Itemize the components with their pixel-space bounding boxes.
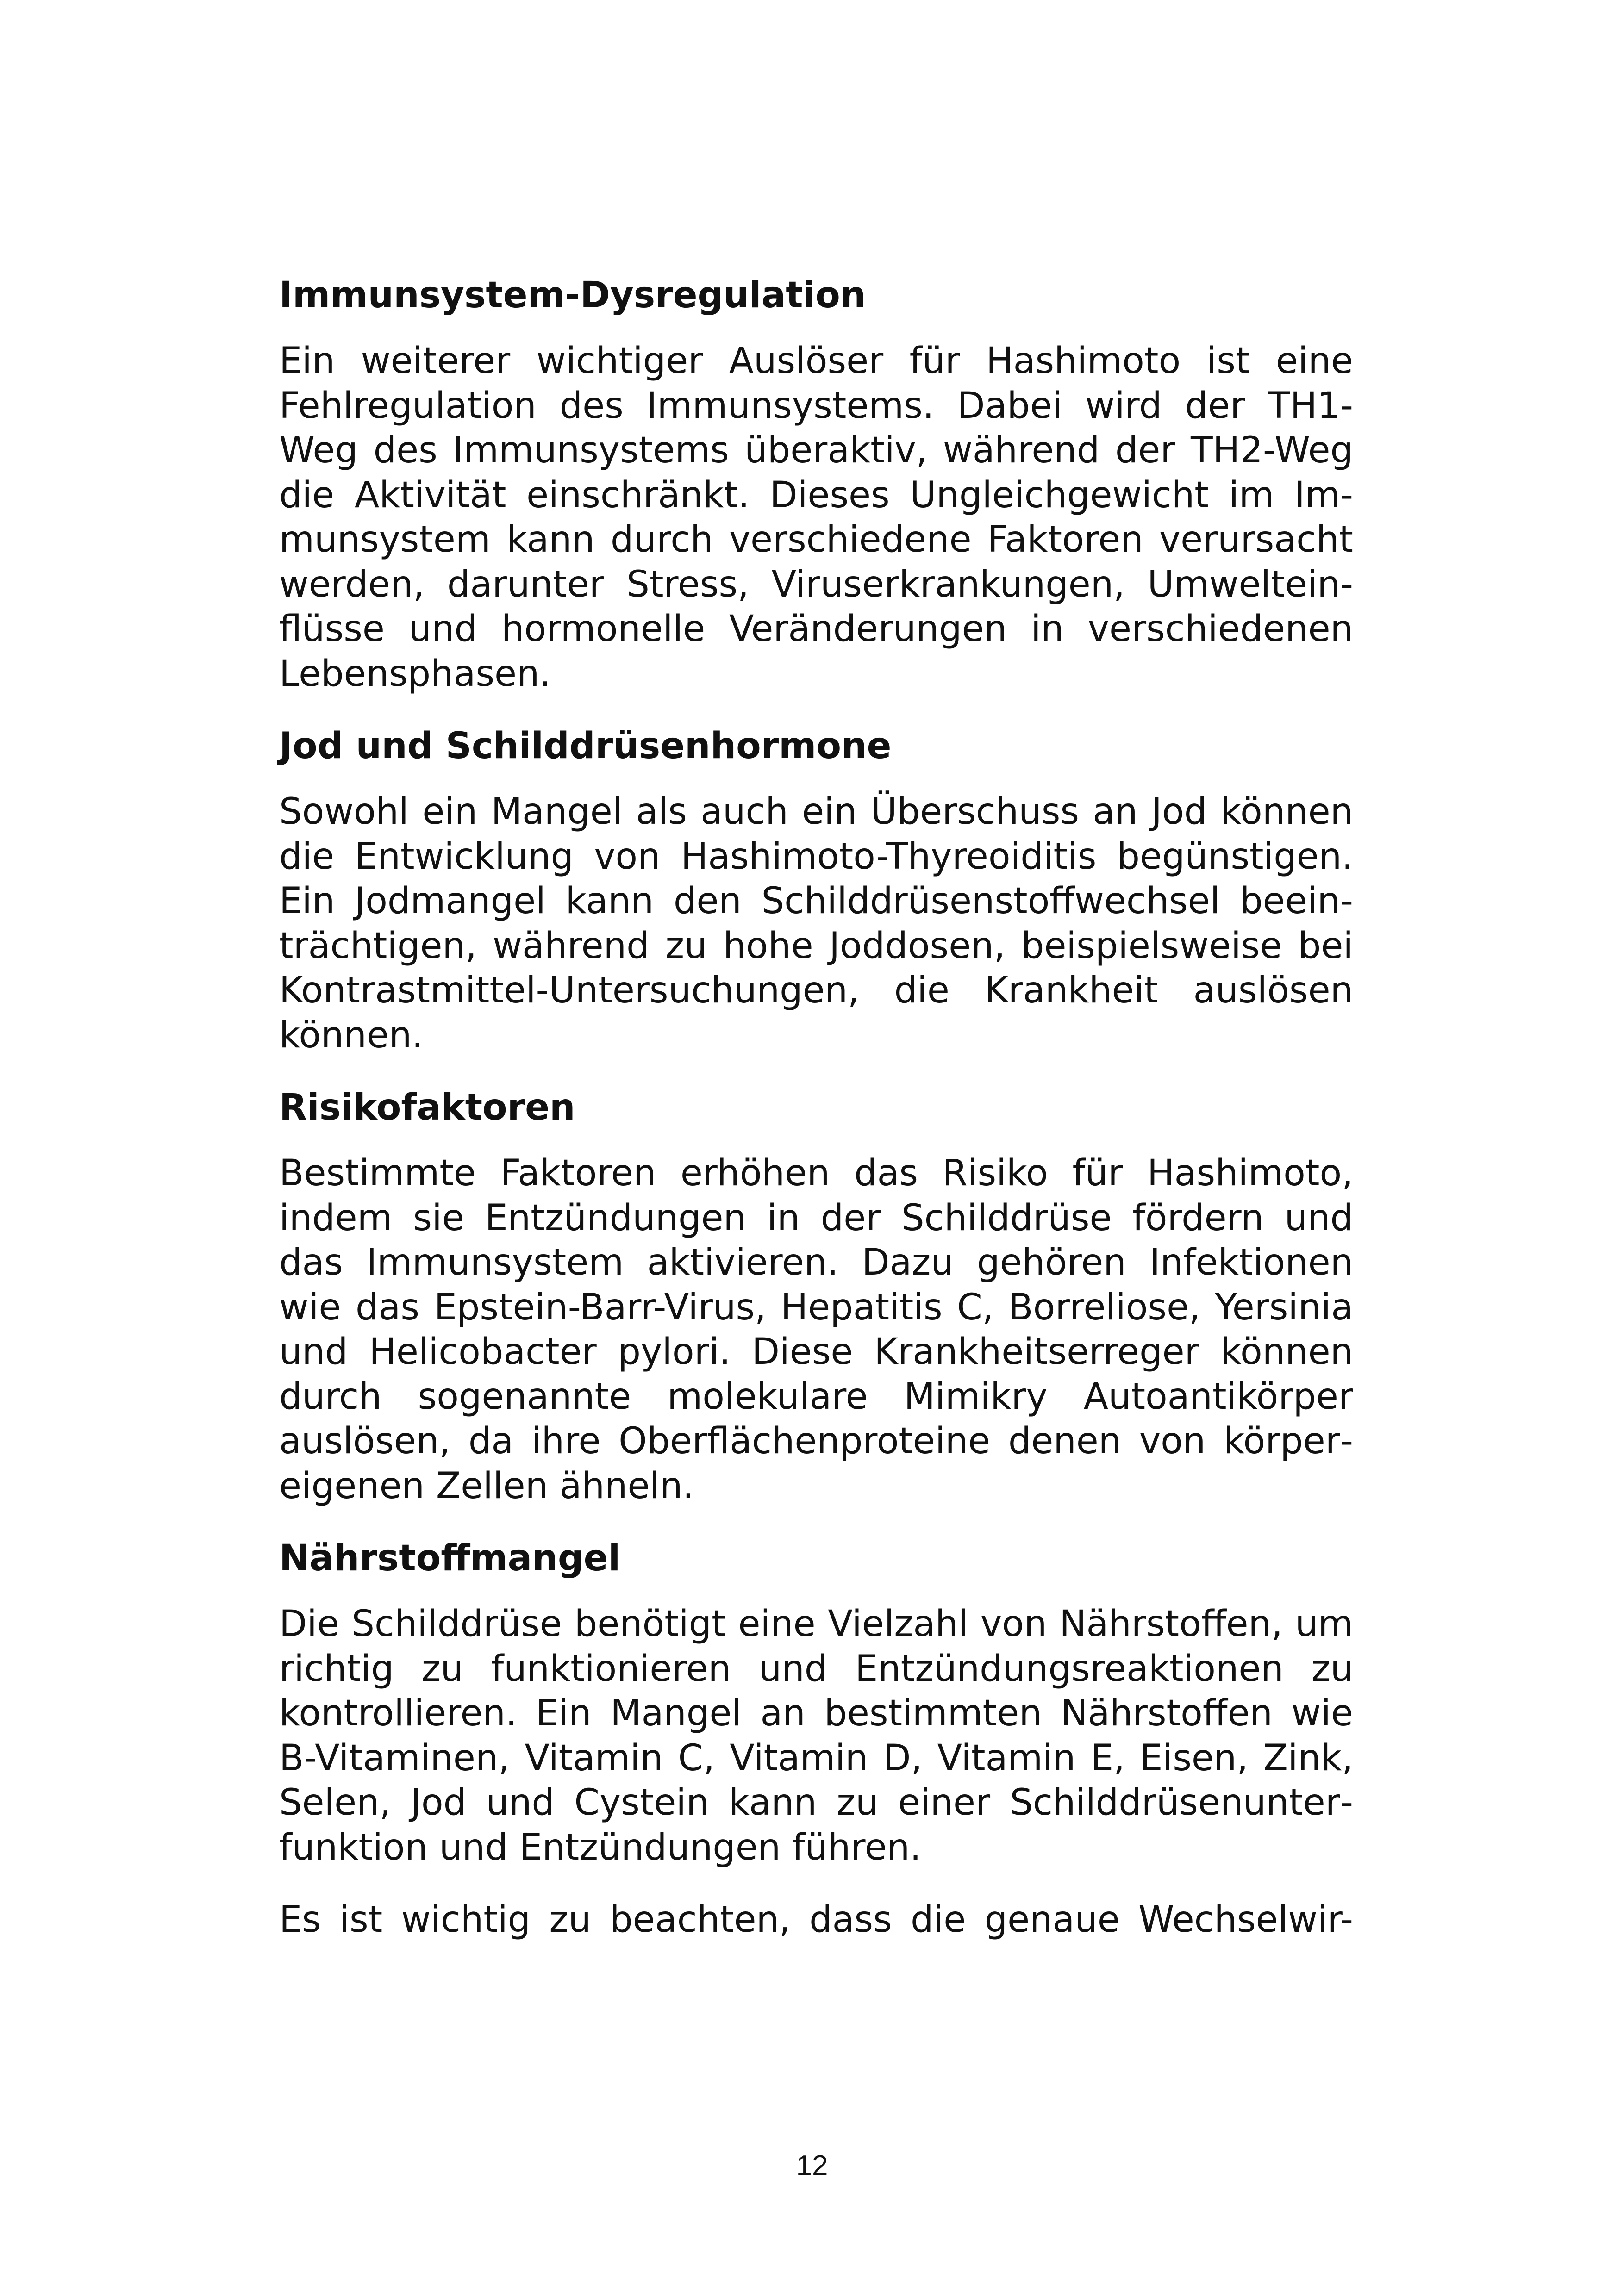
section-paragraph: Bestimmte Faktoren erhöhen das Risiko für Hashimoto, indem sie Entzündungen in der Schilddrüse fördern und das Immunsystem aktivieren. Dazu gehören Infektionen wie das Epstein-Barr-Virus, Hepatitis C, Borreliose, Yersinia und Helicobacter pylori. Diese Krankheitserreger können durch sogenannte molekulare Mimikry Autoantikörper auslösen, da ihre Oberflächenproteine denen von körpereigenen Zellen ähneln. [279,1152,1353,1507]
section-heading: Nährstoffmangel [279,1537,621,1579]
section-paragraph: Die Schilddrüse benötigt eine Vielzahl von Nährstoffen, um richtig zu funktionieren und Entzündungsreaktionen zu kontrollieren. Ein Mangel an bestimmten Nährstoffen wie B-Vitaminen, Vitamin C, Vitamin D, Vitamin E, Eisen, Zink, Selen, Jod und Cystein kann zu einer Schilddrüsenunterfunktion und Entzündungen führen. [279,1603,1353,1868]
section-naehrstoffmangel [279,1536,1353,1870]
section-paragraph: Sowohl ein Mangel als auch ein Überschuss an Jod können die Entwicklung von Hashimoto-Thyreoiditis begünstigen. Ein Jodmangel kann den Schilddrüsenstoffwechsel beeinträchtigen, während zu hohe Joddosen, beispielsweise bei Kontrastmittel-Untersuchungen, die Krankheit auslösen können. [279,791,1353,1056]
page-number: 12 [796,2150,828,2182]
section-immunsystem-dysregulation [279,273,1353,696]
section-jod-und-schilddruesenhormone [279,724,1353,1058]
section-paragraph: Ein weiterer wichtiger Auslöser für Hashimoto ist eine Fehlregulation des Immunsystems. Dabei wird der TH1-​Weg des Immunsystems überaktiv, während der TH2-Weg die Aktivität einschränkt. Dieses Ungleichgewicht im Immunsystem kann durch verschiedene Faktoren verursacht werden, darunter Stress, Viruserkrankungen, Umwelteinflüsse und hormonelle Veränderungen in verschiedenen Lebensphasen. [279,340,1353,695]
section-heading: Immunsystem-Dysregulation [279,274,866,316]
section-heading: Jod und Schilddrüsenhormone [279,725,892,767]
page-content [279,273,1353,1970]
section-risikofaktoren [279,1085,1353,1508]
section-heading: Risikofaktoren [279,1087,575,1128]
closing-paragraph: Es ist wichtig zu beachten, dass die genaue Wechselwir- [279,1899,1353,1941]
